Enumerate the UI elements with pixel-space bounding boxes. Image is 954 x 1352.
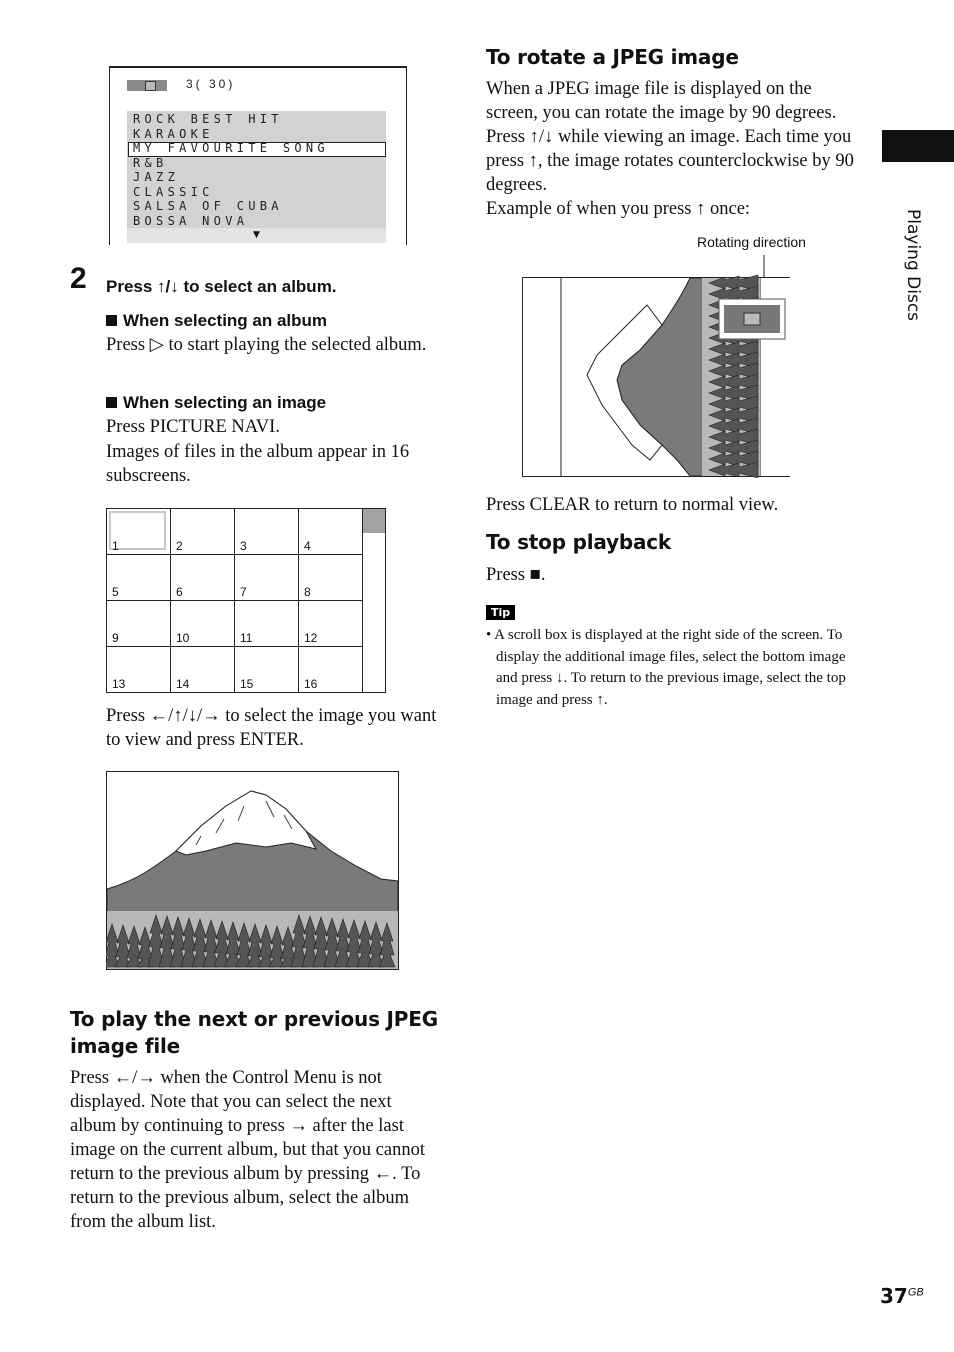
grid-cell-9[interactable] [107, 601, 171, 647]
album-item[interactable]: ROCK BEST HIT [133, 112, 283, 126]
rotation-callout: Rotating direction [697, 234, 806, 250]
thumbnail-grid [106, 508, 386, 693]
grid-cell-number: 5 [112, 585, 119, 599]
stop-heading: To stop playback [486, 530, 672, 554]
grid-cell-1[interactable] [107, 509, 171, 555]
stop-paragraph: Press ■. [486, 565, 546, 585]
grid-cell-4[interactable] [299, 509, 363, 555]
grid-cell-12[interactable] [299, 601, 363, 647]
grid-cell-number: 8 [304, 585, 311, 599]
album-item[interactable]: CLASSIC [133, 185, 214, 199]
grid-cell-number: 3 [240, 539, 247, 553]
grid-cell-5[interactable] [107, 555, 171, 601]
clear-paragraph: Press CLEAR to return to normal view. [486, 495, 779, 515]
image-paragraph-1: Press PICTURE NAVI. [106, 417, 280, 437]
grid-cell-number: 14 [176, 677, 190, 691]
grid-cell-number: 16 [304, 677, 318, 691]
album-paragraph: Press ▷ to start playing the selected album. [106, 335, 427, 355]
folder-icon [127, 80, 167, 91]
grid-cell-number: 10 [176, 631, 190, 645]
album-item[interactable]: KARAOKE [133, 127, 214, 141]
grid-cell-number: 2 [176, 539, 183, 553]
grid-cell-10[interactable] [171, 601, 235, 647]
section-tab-marker [882, 130, 954, 162]
bullet-square-icon [106, 397, 117, 408]
tip-text: • A scroll box is displayed at the right side of the screen. To display the additional image files, select the bottom image and press ↓. To return to the previous image, select the top image and press ↑. [486, 627, 846, 708]
select-image-paragraph: Press ←/↑/↓/→ to select the image you want to view and press ENTER. [106, 706, 437, 750]
mountain-image [106, 771, 399, 970]
album-item[interactable]: SALSA OF CUBA [133, 199, 283, 213]
image-subheading: When selecting an image [106, 392, 446, 414]
grid-cell-number: 11 [240, 631, 253, 645]
grid-cell-number: 12 [304, 631, 318, 645]
grid-cell-6[interactable] [171, 555, 235, 601]
grid-cell-number: 15 [240, 677, 254, 691]
image-paragraph-2: Images of files in the album appear in 16 subscreens. [106, 442, 410, 486]
grid-cell-16[interactable] [299, 647, 363, 693]
album-item[interactable]: R&B [133, 156, 168, 170]
album-list-panel [127, 111, 386, 241]
grid-cell-2[interactable] [171, 509, 235, 555]
grid-cell-number: 13 [112, 677, 126, 691]
grid-cell-11[interactable] [235, 601, 299, 647]
next-prev-paragraph: Press ←/→ when the Control Menu is not displayed. Note that you can select the next album by continuing to press → after the last image on the current album, but that you cannot return to the previous album by pressing ←. To return to the previous album, select the album from the album list. [70, 1068, 425, 1232]
grid-scrollbar[interactable] [363, 509, 385, 692]
grid-cell-number: 9 [112, 631, 119, 645]
rotated-image [522, 255, 790, 478]
grid-cell-number: 6 [176, 585, 183, 599]
page-number: $37^{GB}$ [880, 1284, 924, 1308]
scroll-box[interactable] [363, 509, 385, 533]
grid-cell-8[interactable] [299, 555, 363, 601]
album-subheading: When selecting an album [106, 310, 446, 332]
step-number: 2 [70, 262, 87, 295]
grid-cell-number: 4 [304, 539, 311, 553]
album-item[interactable]: BOSSA NOVA [133, 214, 249, 228]
grid-cell-14[interactable] [171, 647, 235, 693]
grid-cell-number: 1 [112, 539, 119, 553]
grid-cell-15[interactable] [235, 647, 299, 693]
scroll-down-icon[interactable]: ▼ [127, 228, 386, 243]
bullet-square-icon [106, 315, 117, 326]
album-list-screen [109, 66, 407, 245]
grid-cell-3[interactable] [235, 509, 299, 555]
grid-cell-number: 7 [240, 585, 247, 599]
album-count: 3( 30) [186, 77, 236, 91]
section-tab-label: Playing Discs [903, 209, 923, 322]
grid-cell-7[interactable] [235, 555, 299, 601]
rotate-heading: To rotate a JPEG image [486, 45, 739, 69]
tip-badge: Tip [486, 603, 515, 621]
rotate-paragraph: When a JPEG image file is displayed on the screen, you can rotate the image by 90 degrees. Press ↑/↓ while viewing an image. Each time you press ↑, the image rotates counterclockwise by 90 degrees. [486, 79, 854, 195]
grid-cell-13[interactable] [107, 647, 171, 693]
step-instruction: Press ↑/↓ to select an album. [106, 277, 337, 296]
album-item-selected[interactable]: MY FAVOURITE SONG [133, 141, 329, 155]
album-item[interactable]: JAZZ [133, 170, 180, 184]
rotate-example: Example of when you press ↑ once: [486, 199, 751, 219]
next-prev-heading: To play the next or previous JPEG image file [70, 1007, 438, 1058]
